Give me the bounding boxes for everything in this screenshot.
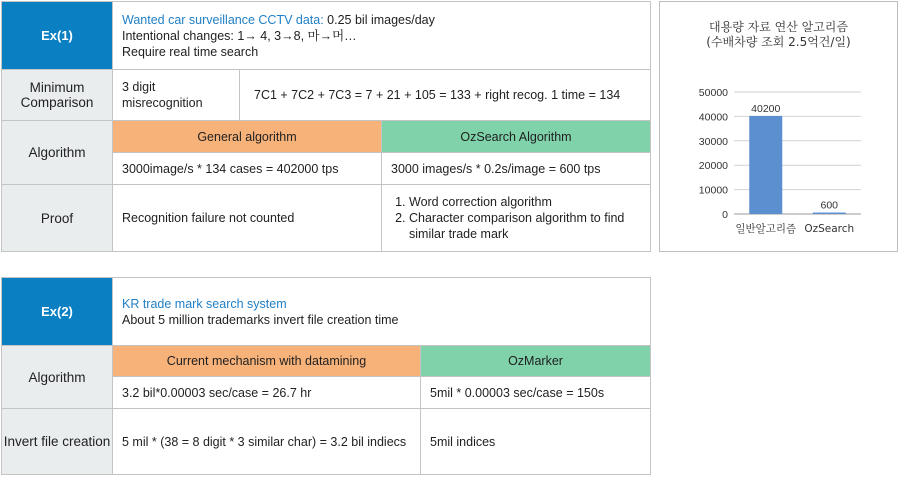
ex2-table (1, 277, 651, 475)
bar-chart (660, 2, 897, 251)
y-tick-label: 50000 (698, 87, 728, 99)
ex1-min-col2: 7C1 + 7C2 + 7C3 = 7 + 21 + 105 = 133 + right recog. 1 time = 134 (240, 70, 651, 121)
ex2-alg-head-ozmarker: OzMarker (421, 346, 651, 377)
y-tick-label: 40000 (698, 111, 728, 124)
ex1-header: Ex(1) (2, 2, 113, 70)
ex1-alg-label: Algorithm (2, 121, 113, 185)
y-tick-label: 30000 (698, 135, 728, 148)
ex1-desc-line3: Require real time search (122, 44, 259, 59)
y-tick-label: 20000 (698, 160, 728, 173)
x-tick-label: 일반알고리즘 (735, 223, 797, 235)
chart-panel (659, 1, 898, 252)
ex1-proof-label: Proof (2, 185, 113, 252)
ex1-min-label: Minimum Comparison (2, 70, 113, 121)
ex2-alg-val-current: 3.2 bil*0.00003 sec/case = 26.7 hr (113, 377, 421, 409)
ex1-alg-val-ozsearch: 3000 images/s * 0.2s/image = 600 tps (382, 153, 651, 185)
bar (749, 116, 782, 214)
chart-title: 대용량 자료 연산 알고리즘 (709, 20, 848, 34)
data-label: 40200 (751, 102, 781, 115)
chart-subtitle: (수배차량 조회 2.5억건/일) (706, 35, 851, 49)
ex1-proof-val2 (382, 185, 651, 252)
data-label: 600 (820, 199, 839, 212)
ex1-desc-highlight: Wanted car surveillance CCTV data: (122, 12, 324, 27)
ex2-invert-val1: 5 mil * (38 = 8 digit * 3 similar char) = 3.2 bil indiecs (113, 409, 421, 475)
ex2-alg-label: Algorithm (2, 346, 113, 409)
y-tick-label: 0 (722, 209, 728, 221)
ex1-proof-item: 1. Word correction algorithm (409, 194, 650, 210)
ex1-desc-line2: Intentional changes: 1→ 4, 3→8, 마→머… (122, 28, 357, 43)
bar (813, 213, 846, 214)
ex1-description (113, 2, 651, 70)
ex1-alg-head-general: General algorithm (113, 121, 382, 153)
ex1-min-col1: 3 digit misrecognition (113, 70, 240, 121)
ex2-invert-label: Invert file creation (2, 409, 113, 475)
ex2-desc-line2: About 5 million trademarks invert file creation time (122, 312, 399, 327)
ex1-proof-val1: Recognition failure not counted (113, 185, 382, 252)
x-tick-label: OzSearch (804, 223, 855, 235)
ex1-alg-head-ozsearch: OzSearch Algorithm (382, 121, 651, 153)
ex2-description (113, 278, 651, 346)
ex1-proof-item: 2. Character comparison algorithm to find similar trade mark (409, 210, 650, 242)
ex2-desc-highlight: KR trade mark search system (122, 296, 287, 311)
ex2-alg-val-ozmarker: 5mil * 0.00003 sec/case = 150s (421, 377, 651, 409)
ex1-table (1, 1, 651, 252)
ex1-desc-rest: 0.25 bil images/day (323, 12, 435, 27)
y-tick-label: 10000 (698, 184, 728, 197)
ex2-header: Ex(2) (2, 278, 113, 346)
ex1-proof-list (391, 194, 650, 242)
ex2-invert-val2: 5mil indices (421, 409, 651, 475)
ex2-alg-head-current: Current mechanism with datamining (113, 346, 421, 377)
ex1-alg-val-general: 3000image/s * 134 cases = 402000 tps (113, 153, 382, 185)
